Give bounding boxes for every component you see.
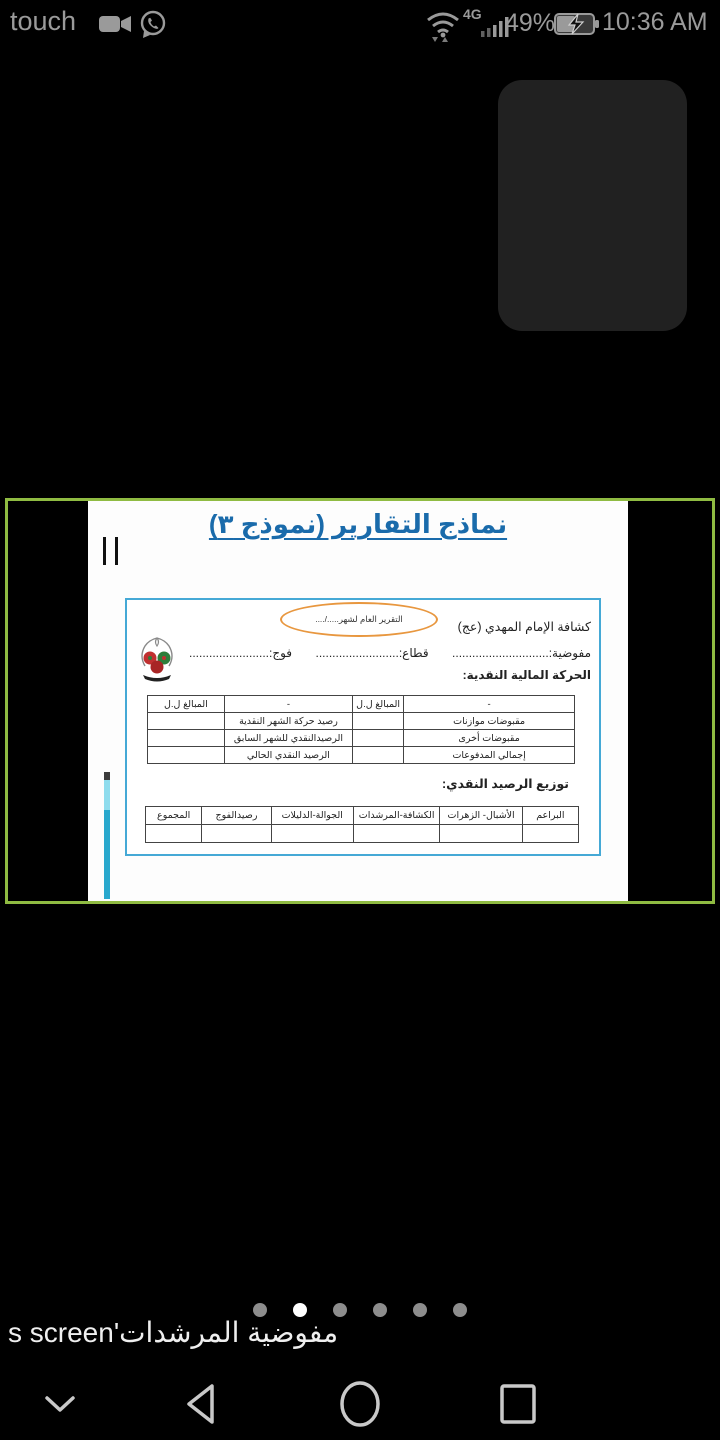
table-header-cell: -: [224, 696, 352, 713]
table-row: [148, 713, 575, 730]
scout-emblem-logo: [137, 636, 177, 682]
page-dot: [333, 1303, 347, 1317]
cash-movement-table: [147, 695, 575, 764]
page-dot: [253, 1303, 267, 1317]
slide-title: نماذج التقارير (نموذج ٣): [208, 509, 508, 539]
table-cell: [352, 730, 403, 747]
video-call-icon: [99, 13, 133, 35]
table-row: [148, 730, 575, 747]
scrollbar-tick: [104, 772, 110, 780]
recents-button[interactable]: [478, 1368, 558, 1440]
home-button[interactable]: [320, 1368, 400, 1440]
back-button[interactable]: [160, 1368, 240, 1440]
field-regiment: فوج:........................: [189, 646, 293, 660]
android-navigation-bar: [0, 1368, 720, 1440]
table-cell: إجمالي المدفوعات: [404, 747, 575, 764]
field-sector: قطاع:.........................: [315, 646, 429, 660]
table-cell: مقبوضات موازنات: [404, 713, 575, 730]
table-header-cell: الكشافة-المرشدات: [353, 807, 440, 825]
table-row: [148, 747, 575, 764]
battery-charging-icon: [554, 12, 600, 36]
scrollbar-highlight: [104, 780, 110, 810]
header-fields-row: [189, 646, 591, 660]
table-cell: [353, 825, 440, 843]
table-cell: [202, 825, 271, 843]
table-header-cell: رصيدالفوج: [202, 807, 271, 825]
table-row: [146, 807, 579, 825]
recents-square-icon: [498, 1382, 538, 1426]
home-circle-icon: [337, 1379, 383, 1429]
clock-label: 10:36 AM: [602, 8, 708, 36]
page-dot: [373, 1303, 387, 1317]
wifi-icon: [424, 8, 462, 42]
table-header-cell: المجموع: [146, 807, 202, 825]
table-cell: [148, 747, 225, 764]
report-stamp-text: التقرير العام لشهر...../....: [315, 614, 403, 624]
report-stamp-oval: [280, 602, 438, 637]
table-cell: [522, 825, 578, 843]
table-header-cell: الجوالة-الدليلات: [271, 807, 353, 825]
pagination-dots: [253, 1303, 467, 1317]
table-cell: الرصيد النقدي الحالي: [224, 747, 352, 764]
section-cash-movement-title: الحركة المالية النقدية:: [462, 668, 591, 682]
page-dot: [453, 1303, 467, 1317]
organization-name: كشافة الإمام المهدي (عج): [457, 620, 591, 634]
table-header-cell: الأشبال- الزهرات: [440, 807, 522, 825]
table-cell: [352, 747, 403, 764]
carrier-label: touch: [10, 6, 77, 36]
table-row: [146, 825, 579, 843]
section-balance-distribution-title: توزيع الرصيد النقدي:: [442, 777, 569, 791]
back-triangle-icon: [183, 1383, 217, 1425]
chevron-down-icon: [43, 1394, 77, 1414]
field-commission: مفوضية:.............................: [452, 646, 591, 660]
presentation-slide: [88, 501, 628, 901]
table-cell: [148, 713, 225, 730]
slide-scrollbar[interactable]: [104, 772, 110, 899]
page-dot: [413, 1303, 427, 1317]
network-type-label: 4G: [463, 6, 482, 22]
table-cell: رصيد حركة الشهر النقدية: [224, 713, 352, 730]
status-bar: [0, 0, 720, 48]
presenter-screen-label: مفوضية المرشدات's screen: [8, 1317, 339, 1348]
report-form-frame: [125, 598, 601, 856]
table-header-cell: -: [404, 696, 575, 713]
table-header-cell: المبالغ ل.ل: [148, 696, 225, 713]
table-cell: [271, 825, 353, 843]
table-cell: [148, 730, 225, 747]
text-cursor: [103, 537, 118, 565]
page-dot-active: [293, 1303, 307, 1317]
battery-percent-label: 49%: [505, 9, 556, 37]
whatsapp-icon: [138, 9, 168, 39]
table-cell: مقبوضات أخرى: [404, 730, 575, 747]
shared-screen-region: [5, 498, 715, 904]
balance-distribution-table: [145, 806, 579, 843]
table-cell: الرصيدالنقدي للشهر السابق: [224, 730, 352, 747]
table-cell: [146, 825, 202, 843]
table-row: [148, 696, 575, 713]
table-cell: [440, 825, 522, 843]
self-view-video-placeholder[interactable]: [498, 80, 687, 331]
hide-navbar-button[interactable]: [20, 1368, 100, 1440]
table-cell: [352, 713, 403, 730]
table-header-cell: البراعم: [522, 807, 578, 825]
table-header-cell: المبالغ ل.ل: [352, 696, 403, 713]
